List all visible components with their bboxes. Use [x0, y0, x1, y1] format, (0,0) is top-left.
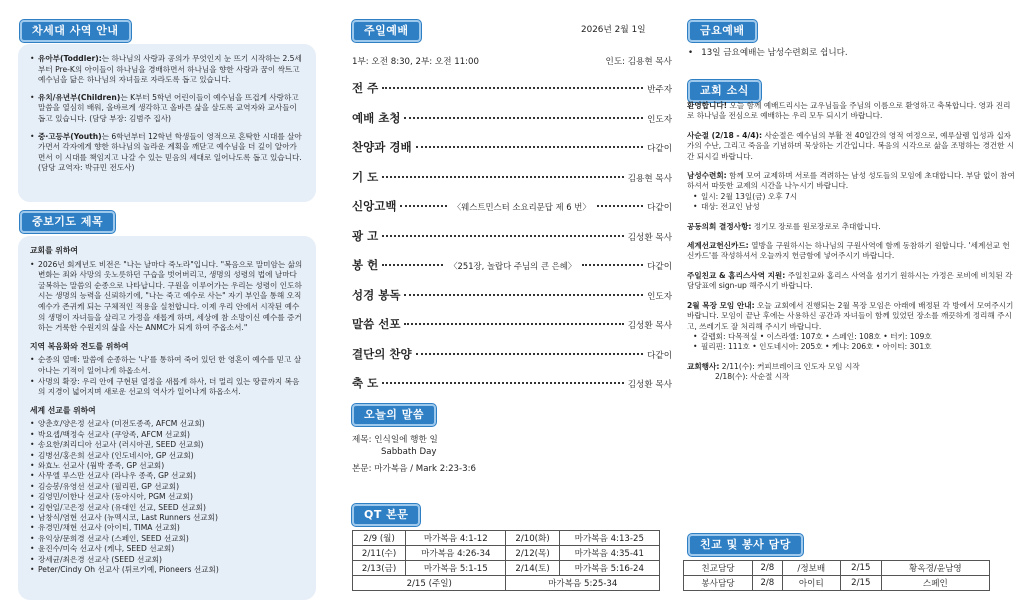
duty-table [683, 560, 990, 591]
prayer-church-item: • 2026년 회계년도 비전은 "나는 날마다 죽노라"입니다. "복음으로 말미암는 삶의 변화는 죄와 사망의 옷노릇하던 구습을 벗어버리고, 생명의 성령의 법에 날마다 굴복하는 말씀의 순종으로 나타납니다. 구원을 이루어가는 우리는 성령이 인도하시는 생명의 능력을 신뢰하기에, "나는 죽고 예수로 사는" 자기 부인을 통해 오직 예수가 존귀케 되는 구체적인 적용을 실천합니다. 이제 우리 안에서 시작된 예수의 생명이 자녀들을 살리고 가정을 새롭게 하며, 세상에 참 소망이신 예수를 증거하는 거룩한 수원지의 삶을 사는 ANMC가 되게 하여 주옵소서." [30, 260, 304, 334]
qt-cell: 마가복음 5:1-15 [406, 561, 506, 576]
news-text: 함께 모여 교제하며 서로를 격려하는 남성 성도들의 모임에 초대합니다. 부담 없이 참여하셔서 따뜻한 교제의 시간을 나누시기 바랍니다. [687, 171, 1015, 191]
order-row [352, 228, 672, 248]
prayer-church-title: 교회를 위하여 [30, 246, 78, 255]
news-text: 열방을 구원하시는 하나님의 구원사역에 함께 동참하기 원합니다. '세계선교 헌신카드'를 작성하셔서 오늘까지 헌금함에 넣어주시기 바랍니다. [687, 241, 1010, 261]
friday-notice-text: 13일 금요예배는 남성수련회로 쉽니다. [701, 48, 848, 58]
order-row [352, 198, 672, 218]
news-bullet: • 필리핀: 111호 • 인도네시아: 205호 • 케냐: 206호 • 아이티: 301호 [693, 342, 1017, 352]
news-extra: 2/18(수): 사순절 시작 [715, 372, 790, 382]
next-gen-panel [18, 44, 316, 202]
news-text: 2/11(수): 커피브레이크 인도자 모임 시작 [719, 361, 860, 371]
news-label: 2월 목장 모임 안내: [687, 300, 755, 310]
order-person: 다같이 [647, 350, 672, 361]
missionary-item: • Peter/Cindy Oh 선교사 (튀르키예, Pioneers 선교회) [30, 565, 304, 575]
qt-heading: QT 본문 [352, 504, 420, 526]
order-person: 반주자 [647, 85, 672, 95]
sermon-title-block [352, 434, 438, 458]
duty-cell: 친교담당 [684, 561, 753, 576]
next-gen-item-name: 유아부(Toddler): [38, 54, 102, 63]
word-heading: 오늘의 말씀 [352, 404, 436, 426]
sermon-title-en: Sabbath Day [381, 447, 437, 457]
news-text: 정기모 장로를 원로장로로 추대합니다. [751, 221, 881, 231]
right-column [683, 0, 1024, 608]
order-row [352, 316, 672, 336]
order-title: 성경 봉독 [352, 287, 401, 302]
missionary-item: • 김현일/고은정 선교사 (유대인 선교, SEED 선교회) [30, 503, 304, 513]
sermon-passage-line [352, 462, 476, 474]
order-row [352, 257, 672, 277]
order-title: 축 도 [352, 376, 379, 390]
news-text: 사순절은 예수님의 부활 전 40일간의 영적 여정으로, 예루살렘 입성과 십자가의 수난, 그리고 죽음을 기념하며 묵상하는 기간입니다. 복음의 시각으로 삶을 조명하는 경건한 시간 되시길 바랍니다. [687, 130, 1015, 161]
order-row [352, 287, 672, 307]
news-label: 남성수련회: [687, 171, 727, 181]
order-title: 찬양과 경배 [352, 140, 412, 154]
prayer-heading: 중보기도 제목 [20, 211, 115, 233]
missionary-item: • 남창식/염현 선교사 (뉴멕시코, Last Runners 선교회) [30, 513, 304, 523]
next-gen-item-text: 는 하나님의 사랑과 공의가 무엇인지 눈 뜨기 시작하는 2.5세부터 Pre-K의 아이들이 하나님을 경배하면서 하나님을 향한 사랑과 꿈이 싹트고 예수님을 닮은 하나님의 자녀들로 자라도록 돕고 있습니다. [38, 54, 302, 85]
news-paragraph [687, 362, 1017, 372]
duty-row [684, 576, 990, 591]
prayer-region-item: • 순종의 열매: 말씀에 순종하는 '나'를 통하여 죽어 있던 한 영혼이 예수를 믿고 살아나는 기적이 일어나게 하옵소서. [30, 355, 304, 376]
news-paragraph [687, 101, 1017, 122]
news-paragraph [687, 271, 1017, 292]
news-text: 주일친교와 홈리스 사역을 섬기기 원하시는 가정은 로비에 비치된 각 담당표에 sign-up 해주시기 바랍니다. [687, 270, 1013, 291]
worship-heading: 주일예배 [352, 20, 421, 42]
news-paragraph [687, 171, 1017, 192]
missionary-item: • 양춘호/양은정 선교사 (미전도종족, AFCM 선교회) [30, 419, 304, 429]
order-dots [582, 264, 643, 266]
duty-cell: 아이티 [782, 576, 840, 591]
order-row [352, 169, 672, 189]
news-bullet: • 갈렙회: 다목적실 • 이스라엘: 107호 • 스페인: 108호 • 터키: 109호 [693, 332, 1017, 342]
order-dots [382, 382, 624, 384]
next-gen-heading: 차세대 사역 안내 [20, 20, 131, 42]
order-row [352, 139, 672, 159]
order-person: 김성환 목사 [627, 232, 672, 243]
duty-cell: 황옥경/윤남영 [881, 561, 989, 576]
missionary-item: • 박요셉/백정숙 선교사 (쿠앙족, AFCM 선교회) [30, 430, 304, 440]
prayer-region-list [30, 355, 304, 397]
qt-cell: 마가복음 4:35-41 [559, 546, 659, 561]
next-gen-item-text: 는 K부터 5학년 어린이들이 예수님을 뜨겁게 사랑하고 말씀을 열심히 배워, 올바르게 생각하고 올바른 삶을 살도록 교역자와 교사들이 돕고 있습니다. (담당 부장: 김범주 집사) [38, 92, 299, 123]
order-dots [416, 353, 644, 355]
order-row [352, 80, 672, 100]
news-paragraph [687, 301, 1017, 332]
left-column [0, 0, 330, 608]
qt-row [353, 546, 660, 561]
order-dots [382, 235, 624, 237]
sermon-title: 인식일에 행한 일 [374, 435, 438, 445]
order-title: 봉 헌 [352, 258, 379, 272]
news-label: 공동의회 결정사항: [687, 221, 752, 231]
news-label: 환영합니다! [687, 101, 728, 110]
next-gen-item [30, 93, 304, 125]
duty-cell: /정보배 [782, 561, 840, 576]
friday-notice: • 13일 금요예배는 남성수련회로 쉽니다. [688, 48, 848, 58]
qt-row [353, 576, 660, 591]
news-item [687, 101, 1017, 122]
qt-cell: 마가복음 5:25-34 [506, 576, 660, 591]
duty-cell: 2/15 [840, 576, 881, 591]
news-item [687, 362, 1017, 383]
order-dots [404, 117, 643, 119]
duty-cell: 2/8 [752, 561, 782, 576]
news-bullets [687, 332, 1017, 353]
order-title: 광 고 [352, 228, 379, 243]
sermon-passage-label: 본문: [352, 464, 372, 474]
news-item [687, 222, 1017, 232]
order-person: 인도자 [647, 291, 672, 302]
order-detail: 〈웨스트민스터 소요리문답 제 6 번〉 [452, 202, 591, 212]
order-row [352, 110, 672, 130]
news-bullet: • 대상: 전교인 남성 [693, 202, 1017, 212]
news-body [687, 101, 1017, 392]
qt-cell: 2/9 (월) [353, 531, 406, 546]
news-bullet: • 일시: 2월 13일(금) 오후 7시 [693, 192, 1017, 202]
duty-cell: 2/8 [752, 576, 782, 591]
qt-cell: 마가복음 4:1-12 [406, 531, 506, 546]
order-title: 전 주 [352, 81, 379, 95]
worship-date: 2026년 2월 1일 [581, 25, 646, 35]
qt-cell: 2/11(수) [353, 546, 406, 561]
qt-row [353, 561, 660, 576]
news-item [687, 301, 1017, 353]
order-title: 예배 초청 [352, 110, 401, 125]
missionary-item: • 김병선/홍은희 선교사 (인도네시아, GP 선교회) [30, 451, 304, 461]
prayer-region-title: 지역 복음화와 전도를 위하여 [30, 341, 129, 351]
missionary-item: • 유경민/채현 선교사 (아이티, TIMA 선교회) [30, 523, 304, 533]
prayer-panel [18, 236, 316, 600]
qt-cell: 마가복음 5:16-24 [559, 561, 659, 576]
news-text: 오늘 함께 예배드리시는 교우님들을 주님의 이름으로 환영하고 축복합니다. 영과 진리로 하나님을 전심으로 예배하는 우리 모두 되시기 바랍니다. [687, 101, 1011, 121]
missionary-item: • 와효노 선교사 (웜박 종족, GP 선교회) [30, 461, 304, 471]
qt-cell: 2/15 (주일) [353, 576, 506, 591]
prayer-church-list [30, 260, 304, 334]
missionary-item: • 송요한/최리디아 선교사 (러시아권, SEED 선교회) [30, 440, 304, 450]
order-title: 말씀 선포 [352, 317, 401, 331]
order-person: 다같이 [647, 262, 672, 272]
service-times: 1부: 오전 8:30, 2부: 오전 11:00 [352, 57, 479, 67]
order-title: 결단의 찬양 [352, 346, 412, 361]
news-label: 교회행사: [687, 361, 720, 371]
order-person: 다같이 [647, 144, 672, 154]
order-person: 김성환 목사 [627, 321, 672, 331]
missionary-item: • 장세균/최은경 선교사 (SEED 선교회) [30, 555, 304, 565]
news-paragraph [687, 241, 1017, 262]
order-title: 기 도 [352, 169, 379, 184]
missionary-item: • 김영민/이한나 선교사 (동아시아, PGM 선교회) [30, 492, 304, 502]
qt-cell: 2/14(토) [506, 561, 559, 576]
qt-cell: 2/13(금) [353, 561, 406, 576]
order-dots [382, 264, 443, 266]
qt-cell: 2/12(목) [506, 546, 559, 561]
next-gen-item [30, 54, 304, 86]
friday-heading: 금요예배 [688, 20, 757, 42]
missionary-list [30, 419, 304, 575]
missionary-item: • 사무엘 루스만 선교사 (라나우 종족, GP 선교회) [30, 471, 304, 481]
order-dots [400, 205, 446, 207]
next-gen-item-name: 중·고등부(Youth) [38, 131, 102, 141]
next-gen-item [30, 132, 304, 174]
news-bullets [687, 192, 1017, 213]
order-dots [416, 146, 644, 148]
prayer-region-item: • 사명의 확장: 우리 안에 구현된 열정을 새롭게 하사, 더 멀리 있는 땅끝까지 복음의 지경이 넓어지며 새로운 선교의 역사가 일어나게 하옵소서. [30, 377, 304, 398]
duty-cell: 2/15 [840, 561, 881, 576]
qt-row [353, 531, 660, 546]
news-text: 오늘 교회에서 진행되는 2월 목장 모임은 아래에 배정된 각 방에서 모여주시기 바랍니다. 모임이 끝난 후에는 사용하신 공간과 자녀들이 함께 있었던 장소를 깨끗하게 정리해 주시고, 쓰레기도 잘 처리해 주시기 바랍니다. [687, 300, 1014, 331]
missionary-item: • 윤진수/미숙 선교사 (케냐, SEED 선교회) [30, 544, 304, 554]
order-person: 인도자 [647, 114, 672, 125]
order-dots [382, 87, 643, 89]
prayer-missions-title: 세계 선교를 위하여 [30, 405, 96, 415]
order-person: 김성환 목사 [627, 380, 672, 390]
order-row [352, 375, 672, 395]
worship-leader: 인도: 김용현 목사 [605, 57, 672, 67]
order-person: 김용현 목사 [627, 173, 672, 184]
next-gen-item-name: 유치/유년부(Children) [38, 92, 121, 102]
middle-column [342, 0, 672, 608]
missionary-item: • 유익상/문희경 선교사 (스페인, SEED 선교회) [30, 534, 304, 544]
duty-heading: 친교 및 봉사 담당 [688, 534, 803, 556]
news-item [687, 241, 1017, 262]
duty-row [684, 561, 990, 576]
order-dots [404, 294, 643, 296]
missionary-item: • 김승봉/유영선 선교사 (필리핀, GP 선교회) [30, 482, 304, 492]
news-item [687, 131, 1017, 162]
qt-cell: 마가복음 4:13-25 [559, 531, 659, 546]
sermon-passage: 마가복음 / Mark 2:23-3:6 [374, 464, 476, 474]
next-gen-list [30, 54, 304, 174]
news-item [687, 171, 1017, 213]
order-dots [404, 323, 623, 325]
next-gen-item-text: 는 6학년부터 12학년 학생들이 영적으로 혼탁한 시대를 살아가면서 각자에게 향한 하나님의 놀라운 계획을 깨닫고 예수님을 더 깊이 알아가면서 이 시대를 책임지고 나갈 수 있는 믿음의 세대로 일어나도록 돕고 있습니다. (담당 교역자: 박규민 전도사) [38, 131, 302, 173]
order-detail: 〈251장, 놀랍다 주님의 큰 은혜〉 [449, 261, 577, 271]
news-paragraph [687, 222, 1017, 232]
order-row [352, 346, 672, 366]
news-item [687, 271, 1017, 292]
news-label: 주일친교 & 홈리스사역 지원: [687, 270, 786, 280]
sermon-title-label: 제목: [352, 435, 372, 445]
duty-cell: 봉사담당 [684, 576, 753, 591]
order-dots [382, 176, 624, 178]
news-heading: 교회 소식 [688, 80, 761, 102]
qt-cell: 2/10(화) [506, 531, 559, 546]
duty-cell: 스페인 [881, 576, 989, 591]
qt-cell: 마가복음 4:26-34 [406, 546, 506, 561]
news-label: 사순절 (2/18 - 4/4): [687, 130, 763, 140]
order-person: 다같이 [647, 203, 672, 213]
order-title: 신앙고백 [352, 199, 397, 213]
qt-table [352, 530, 660, 591]
news-label: 세계선교헌신카드: [687, 241, 749, 251]
order-dots [597, 205, 643, 207]
news-paragraph [687, 131, 1017, 162]
